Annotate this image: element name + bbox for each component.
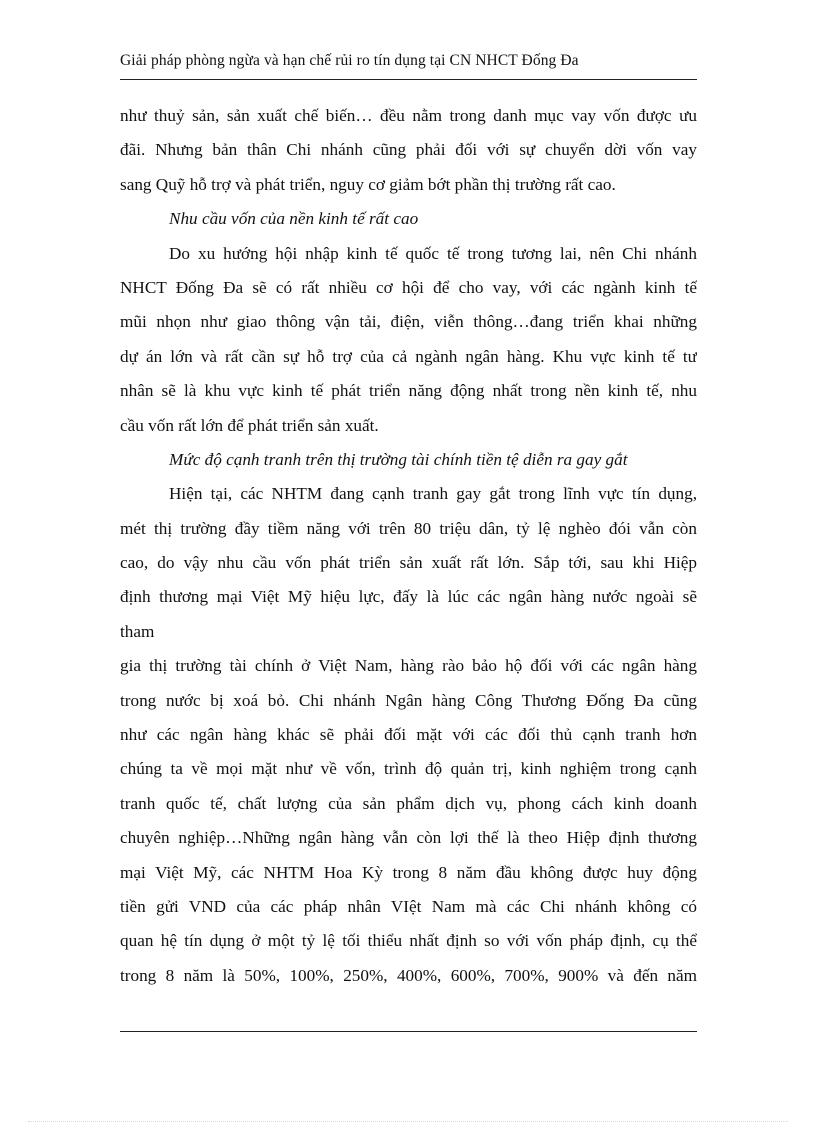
paragraph-line: chúng ta về mọi mặt như về vốn, trình độ quản trị, kinh nghiệm trong cạnh bbox=[120, 759, 697, 779]
paragraph-line: trong nước bị xoá bỏ. Chi nhánh Ngân hàng Công Thương Đống Đa cũng bbox=[120, 690, 697, 710]
paragraph-line: mũi nhọn như giao thông vận tải, điện, viễn thông…đang triển khai những bbox=[120, 312, 697, 332]
paragraph-line: nhân sẽ là khu vực kinh tế phát triển năng động nhất trong nền kinh tế, nhu bbox=[120, 381, 697, 401]
body-text bbox=[120, 99, 697, 993]
paragraph-line: dự án lớn và rất cần sự hỗ trợ của cả ngành ngân hàng. Khu vực kinh tế tư bbox=[120, 346, 697, 366]
paragraph-line: tiền gửi VND của các pháp nhân VIệt Nam mà các Chi nhánh không có bbox=[120, 896, 697, 916]
paragraph-line: cao, do vậy nhu cầu vốn phát triển sản xuất rất lớn. Sắp tới, sau khi Hiệp bbox=[120, 553, 697, 573]
paragraph-line: chuyên nghiệp…Những ngân hàng vẫn còn lợi thế là theo Hiệp định thương bbox=[120, 828, 697, 848]
paragraph-line: như thuỷ sản, sản xuất chế biến… đều nằm trong danh mục vay vốn được ưu bbox=[120, 106, 697, 125]
paragraph-line: gia thị trường tài chính ở Việt Nam, hàng rào bảo hộ đối với các ngân hàng bbox=[120, 656, 697, 676]
page-edge-divider bbox=[28, 1121, 788, 1122]
paragraph-line: tranh quốc tế, chất lượng của sản phẩm dịch vụ, phong cách kinh doanh bbox=[120, 793, 697, 813]
running-header: Giải pháp phòng ngừa và hạn chế rủi ro tín dụng tại CN NHCT Đống Đa bbox=[120, 52, 579, 69]
paragraph-line: NHCT Đống Đa sẽ có rất nhiều cơ hội để cho vay, với các ngành kinh tế bbox=[120, 277, 697, 297]
header-divider bbox=[120, 79, 697, 80]
paragraph-line: cầu vốn rất lớn để phát triển sản xuất. bbox=[120, 415, 379, 435]
section-heading: Mức độ cạnh tranh trên thị trường tài chính tiền tệ diễn ra gay gắt bbox=[169, 449, 628, 469]
paragraph-line: quan hệ tín dụng ở một tỷ lệ tối thiểu nhất định so với vốn pháp định, cụ thể bbox=[120, 931, 697, 951]
paragraph-line: sang Quỹ hỗ trợ và phát triển, nguy cơ giảm bớt phần thị trường rất cao. bbox=[120, 174, 616, 194]
paragraph-line: mét thị trường đầy tiềm năng với trên 80 triệu dân, tỷ lệ nghèo đói vẫn còn bbox=[120, 518, 697, 538]
paragraph-line: Hiện tại, các NHTM đang cạnh tranh gay gắt trong lĩnh vực tín dụng, bbox=[169, 484, 697, 504]
paragraph-line: mại Việt Mỹ, các NHTM Hoa Kỳ trong 8 năm đầu không được huy động bbox=[120, 862, 697, 882]
paragraph-line: tham bbox=[120, 621, 155, 641]
paragraph-line: Do xu hướng hội nhập kinh tế quốc tế trong tương lai, nên Chi nhánh bbox=[169, 243, 697, 263]
paragraph-line: như các ngân hàng khác sẽ phải đối mặt với các đối thủ cạnh tranh hơn bbox=[120, 725, 697, 745]
paragraph-line: đãi. Nhưng bản thân Chi nhánh cũng phải đối với sự chuyển dời vốn vay bbox=[120, 140, 697, 160]
section-heading: Nhu cầu vốn của nền kinh tế rất cao bbox=[169, 209, 419, 229]
paragraph-line: định thương mại Việt Mỹ hiệu lực, đấy là lúc các ngân hàng nước ngoài sẽ bbox=[120, 587, 697, 607]
footer-divider bbox=[120, 1031, 697, 1032]
paragraph-line: trong 8 năm là 50%, 100%, 250%, 400%, 600%, 700%, 900% và đến năm bbox=[120, 965, 697, 985]
